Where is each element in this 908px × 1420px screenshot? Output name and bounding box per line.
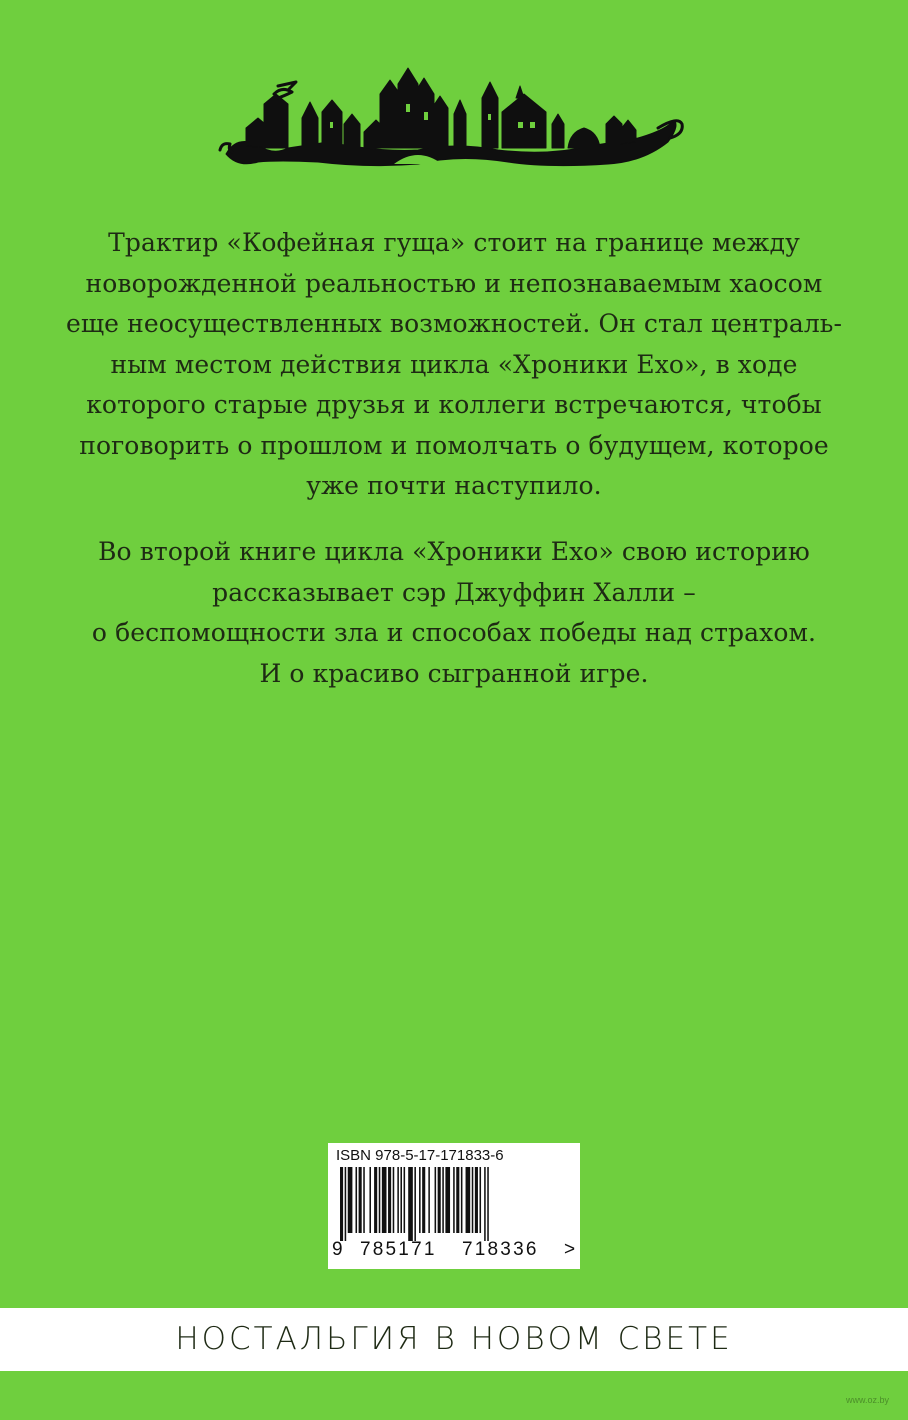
barcode-bar	[466, 1167, 471, 1233]
barcode-digits	[332, 1239, 576, 1263]
description-line: еще неосуществленных возможностей. Он стал централь-	[65, 309, 843, 338]
watermark: www.oz.by	[846, 1395, 890, 1405]
barcode-bar	[422, 1167, 425, 1233]
barcode-bar	[382, 1167, 387, 1233]
barcode-bar	[348, 1167, 353, 1233]
barcode-bar	[445, 1167, 450, 1233]
barcode-bar	[472, 1167, 474, 1233]
description-line: И о красиво сыгранной игре.	[259, 658, 649, 688]
description-line: рассказывает сэр Джуффин Халли –	[212, 577, 696, 607]
description-line: Трактир «Кофейная гуща» стоит на границе между	[108, 228, 800, 257]
barcode-bar	[369, 1167, 371, 1233]
description-paragraph-2	[60, 532, 848, 694]
description-line: о беспомощности зла и способах победы над страхом.	[91, 618, 817, 647]
barcode-bar	[480, 1167, 482, 1233]
description-line: уже почти наступило.	[306, 471, 602, 500]
series-title: НОСТАЛЬГИЯ В НОВОМ СВЕТЕ	[175, 1321, 733, 1357]
barcode-bar	[408, 1167, 413, 1241]
barcode-bar	[438, 1167, 441, 1233]
barcode-bar	[397, 1167, 399, 1233]
barcode-bar	[363, 1167, 365, 1233]
barcode-bar	[435, 1167, 437, 1233]
barcode-bar	[388, 1167, 391, 1233]
barcode-bar	[404, 1167, 406, 1233]
barcode-bar	[487, 1167, 489, 1241]
barcode-bar	[359, 1167, 362, 1233]
barcode-right-digits: 718336	[462, 1239, 539, 1260]
series-band	[0, 1308, 908, 1371]
barcode-bar	[428, 1167, 430, 1233]
description-paragraph-1	[60, 223, 848, 507]
description-line: ным местом действия цикла «Хроники Ехо», в ходе	[110, 349, 798, 379]
isbn-barcode	[328, 1143, 580, 1269]
barcode-bar	[356, 1167, 358, 1233]
barcode-quiet-zone-arrow: >	[564, 1239, 576, 1260]
barcode-bar	[475, 1167, 478, 1233]
barcode-left-digits: 785171	[360, 1239, 437, 1260]
barcode-bar	[453, 1167, 455, 1233]
barcode-bar	[442, 1167, 444, 1233]
city-skyline-illustration	[218, 64, 694, 184]
barcode-bar	[393, 1167, 395, 1233]
barcode-bar	[400, 1167, 402, 1233]
barcode-bar	[419, 1167, 421, 1233]
barcode-bar	[345, 1167, 347, 1241]
description-line: поговорить о прошлом и помолчать о будущем, которое	[79, 430, 829, 460]
barcode-bar	[461, 1167, 463, 1233]
description-line: новорожденной реальностью и непознаваемым хаосом	[85, 268, 823, 298]
barcode-bar	[484, 1167, 486, 1241]
description-line: которого старые друзья и коллеги встречаются, чтобы	[86, 390, 822, 419]
barcode-bar	[456, 1167, 459, 1233]
barcode-bar	[414, 1167, 416, 1241]
isbn-label: ISBN 978-5-17-171833-6	[336, 1147, 504, 1164]
barcode-bar	[340, 1167, 343, 1241]
description-line: Во второй книге цикла «Хроники Ехо» свою историю	[98, 537, 810, 566]
barcode-bars	[340, 1167, 568, 1241]
barcode-bar	[379, 1167, 381, 1233]
barcode-first-digit: 9	[332, 1239, 343, 1260]
barcode-bar	[374, 1167, 377, 1233]
